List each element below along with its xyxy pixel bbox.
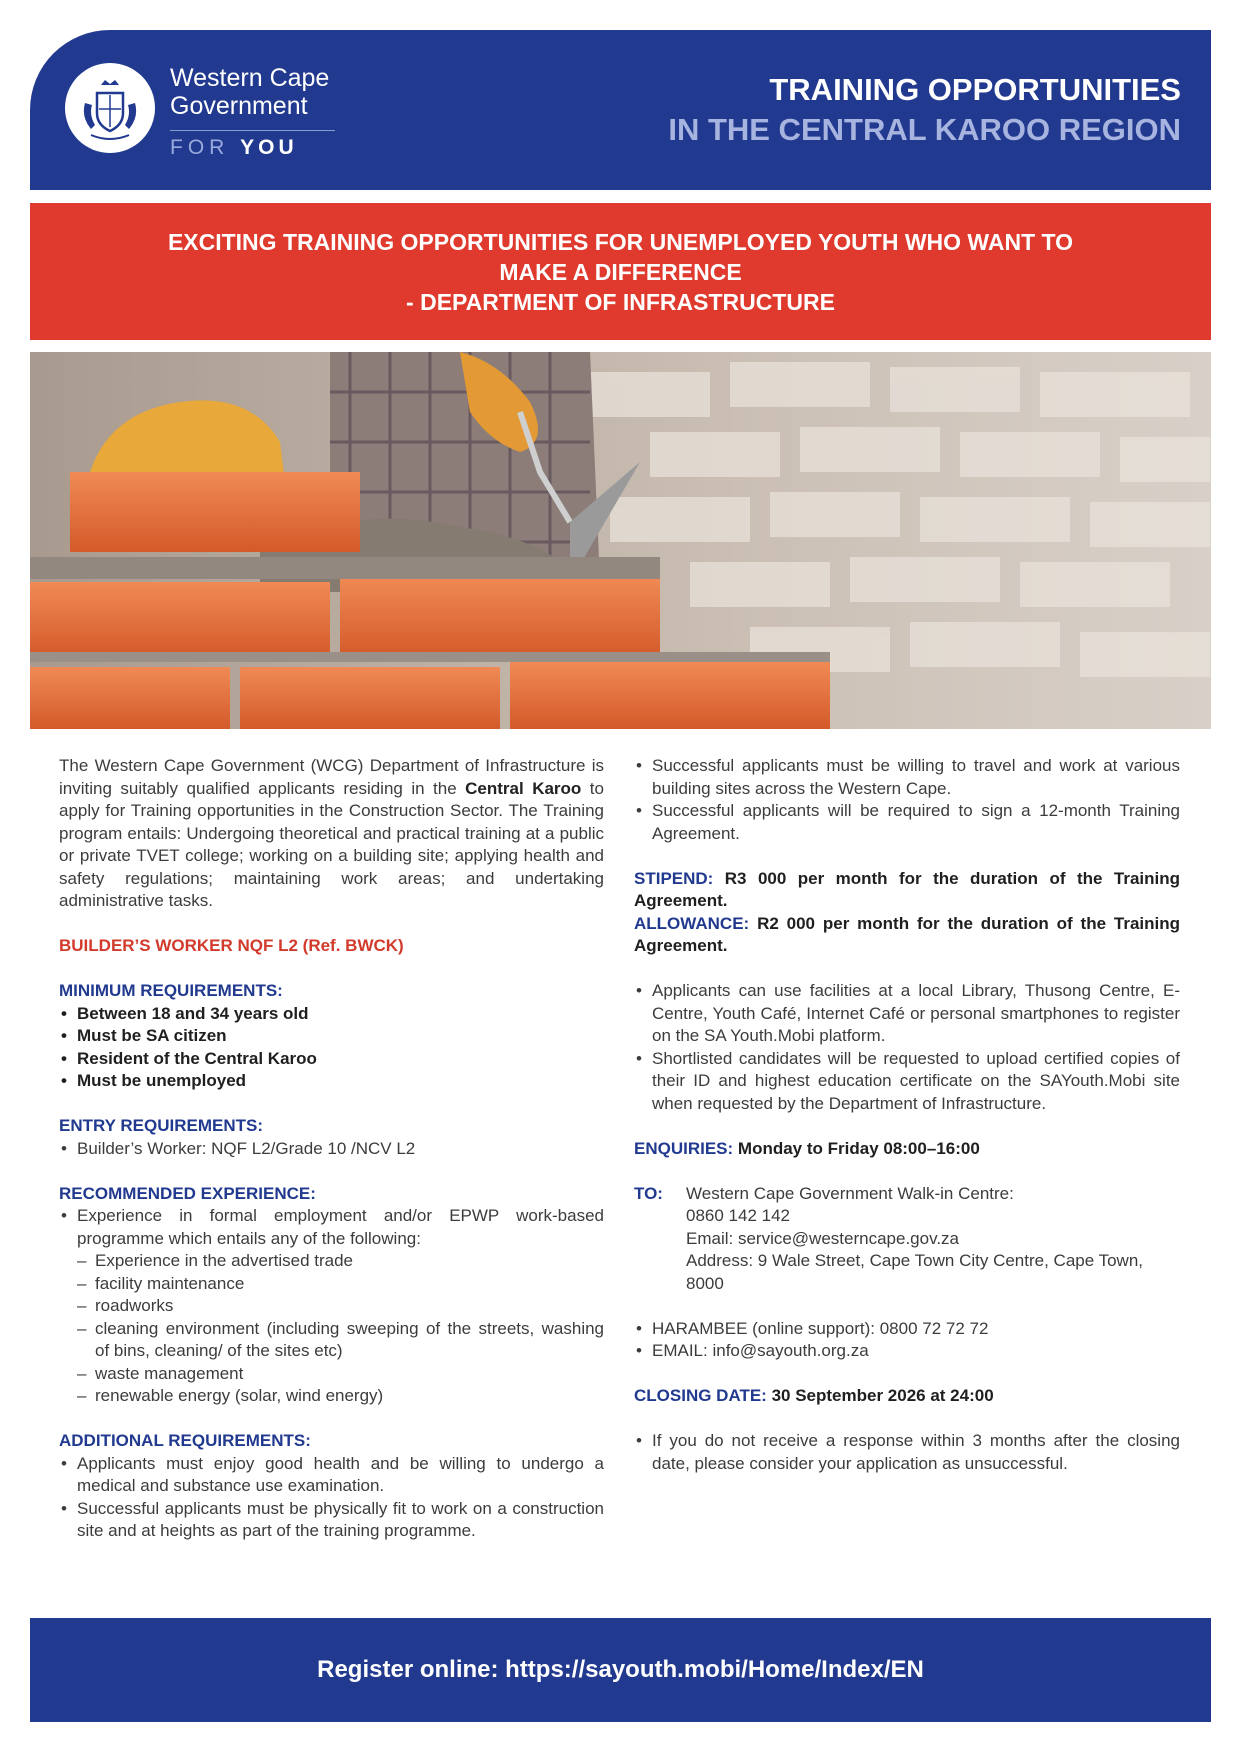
page-title: TRAINING OPPORTUNITIES	[769, 72, 1181, 107]
page-subtitle: IN THE CENTRAL KAROO REGION	[668, 112, 1181, 147]
list-item: • Applicants must enjoy good health and be willing to undergo a medical and substance use examination.	[59, 1453, 604, 1498]
coat-of-arms-icon	[65, 63, 155, 153]
closing-date-line	[634, 1385, 1180, 1408]
entry-requirements-list	[59, 1138, 604, 1161]
stipend-value: R3 000 per month for the duration of the Training Agreement.	[634, 868, 1180, 910]
headline-banner	[30, 203, 1211, 340]
additional-requirements-heading: ADDITIONAL REQUIREMENTS:	[59, 1431, 311, 1450]
bricklayer-photo	[30, 352, 1211, 729]
list-item: • Shortlisted candidates will be requested to upload certified copies of their ID and highest education certificate on the SAYouth.Mobi site when requested by the Department of Infrastructure.	[634, 1048, 1180, 1116]
list-item: • Experience in formal employment and/or EPWP work-based programme which entails any of the following:	[59, 1205, 604, 1250]
header-bar	[30, 30, 1211, 190]
enquiries-hours: Monday to Friday 08:00–16:00	[733, 1138, 980, 1158]
application-info-list	[634, 980, 1180, 1115]
divider	[170, 130, 335, 131]
list-item: • Resident of the Central Karoo	[59, 1048, 604, 1071]
banner-line3: - DEPARTMENT OF INFRASTRUCTURE	[406, 289, 835, 315]
additional-requirements-list	[59, 1453, 604, 1543]
allowance-label: ALLOWANCE:	[634, 913, 750, 933]
allowance-value: R2 000 per month for the duration of the Training Agreement.	[634, 913, 1180, 955]
street-address: Address: 9 Wale Street, Cape Town City Centre, Cape Town, 8000	[686, 1251, 1144, 1293]
banner-line2: MAKE A DIFFERENCE	[499, 259, 742, 285]
experience-heading: RECOMMENDED EXPERIENCE:	[59, 1183, 316, 1203]
intro-paragraph	[59, 755, 604, 913]
email-contact[interactable]: • EMAIL: info@sayouth.org.za	[634, 1340, 1180, 1363]
gov-name-line2: Government	[170, 92, 308, 120]
tagline	[170, 136, 298, 160]
intro-text-b: to apply for Training opportunities in the Construction Sector. The Training program entails: Undergoing theoretical and practical training at a public or private TVET college; working on a building site; applying health and safety regulations; maintaining work areas; and undertaking administrative tasks.	[59, 778, 604, 910]
list-item: – cleaning environment (including sweeping of the streets, washing of bins, cleaning/ of the sites etc)	[59, 1318, 604, 1363]
register-link[interactable]: Register online: https://sayouth.mobi/Home/Index/EN	[30, 1618, 1211, 1722]
to-label: TO:	[634, 1183, 663, 1203]
government-name	[170, 64, 390, 120]
right-column	[634, 755, 1180, 1475]
list-item: • Between 18 and 34 years old	[59, 1003, 604, 1026]
allowance-line	[634, 913, 1180, 958]
experience-list	[59, 1205, 604, 1408]
list-item: • Builder’s Worker: NQF L2/Grade 10 /NCV L2	[59, 1138, 604, 1161]
walk-in-centre: Western Cape Government Walk-in Centre:	[686, 1183, 1014, 1203]
closing-value: 30 September 2026 at 24:00	[766, 1386, 994, 1405]
intro-text-a: The Western Cape Government (WCG) Department of Infrastructure is inviting suitably qualified applicants residing in the	[59, 756, 604, 798]
list-item: – Experience in the advertised trade	[59, 1250, 604, 1273]
list-item: • Must be SA citizen	[59, 1025, 604, 1048]
gov-name-line1: Western Cape	[170, 64, 330, 92]
support-contacts-list	[634, 1318, 1180, 1363]
intro-region: Central Karoo	[465, 778, 582, 798]
list-item: – roadworks	[59, 1295, 604, 1318]
contact-block	[634, 1183, 1180, 1296]
position-title: BUILDER’S WORKER NQF L2 (Ref. BWCK)	[59, 936, 404, 955]
stipend-label: STIPEND:	[634, 868, 714, 888]
enquiries-label: ENQUIRIES:	[634, 1138, 734, 1158]
list-item: – facility maintenance	[59, 1273, 604, 1296]
tagline-for: FOR	[170, 136, 230, 159]
email-address[interactable]: Email: service@westerncape.gov.za	[686, 1228, 959, 1248]
list-item: • Applicants can use facilities at a local Library, Thusong Centre, E-Centre, Youth Café, Internet Café or personal smartphones to register on the SA Youth.Mobi platform.	[634, 980, 1180, 1048]
travel-list	[634, 755, 1180, 845]
min-requirements-heading: MINIMUM REQUIREMENTS:	[59, 981, 283, 1000]
closing-label: CLOSING DATE:	[634, 1386, 767, 1405]
tagline-you: YOU	[240, 136, 298, 159]
list-item: • Must be unemployed	[59, 1070, 604, 1093]
list-item: • If you do not receive a response within 3 months after the closing date, please consider your application as unsuccessful.	[634, 1430, 1180, 1475]
list-item: – renewable energy (solar, wind energy)	[59, 1385, 604, 1408]
entry-requirements-heading: ENTRY REQUIREMENTS:	[59, 1116, 264, 1135]
phone-number[interactable]: 0860 142 142	[686, 1206, 790, 1225]
list-item: • Successful applicants will be required to sign a 12-month Training Agreement.	[634, 800, 1180, 845]
enquiries-line	[634, 1138, 1180, 1161]
stipend-line	[634, 868, 1180, 913]
min-requirements-list	[59, 1003, 604, 1093]
list-item: • Successful applicants must be physically fit to work on a construction site and at heights as part of the training programme.	[59, 1498, 604, 1543]
banner-line1: EXCITING TRAINING OPPORTUNITIES FOR UNEMPLOYED YOUTH WHO WANT TO	[167, 229, 1074, 255]
contact-details	[686, 1183, 1180, 1296]
list-item: – waste management	[59, 1363, 604, 1386]
list-item: • Successful applicants must be willing to travel and work at various building sites across the Western Cape.	[634, 755, 1180, 800]
response-note-list	[634, 1430, 1180, 1475]
left-column	[59, 755, 604, 1543]
harambee-contact[interactable]: • HARAMBEE (online support): 0800 72 72 72	[634, 1318, 1180, 1341]
